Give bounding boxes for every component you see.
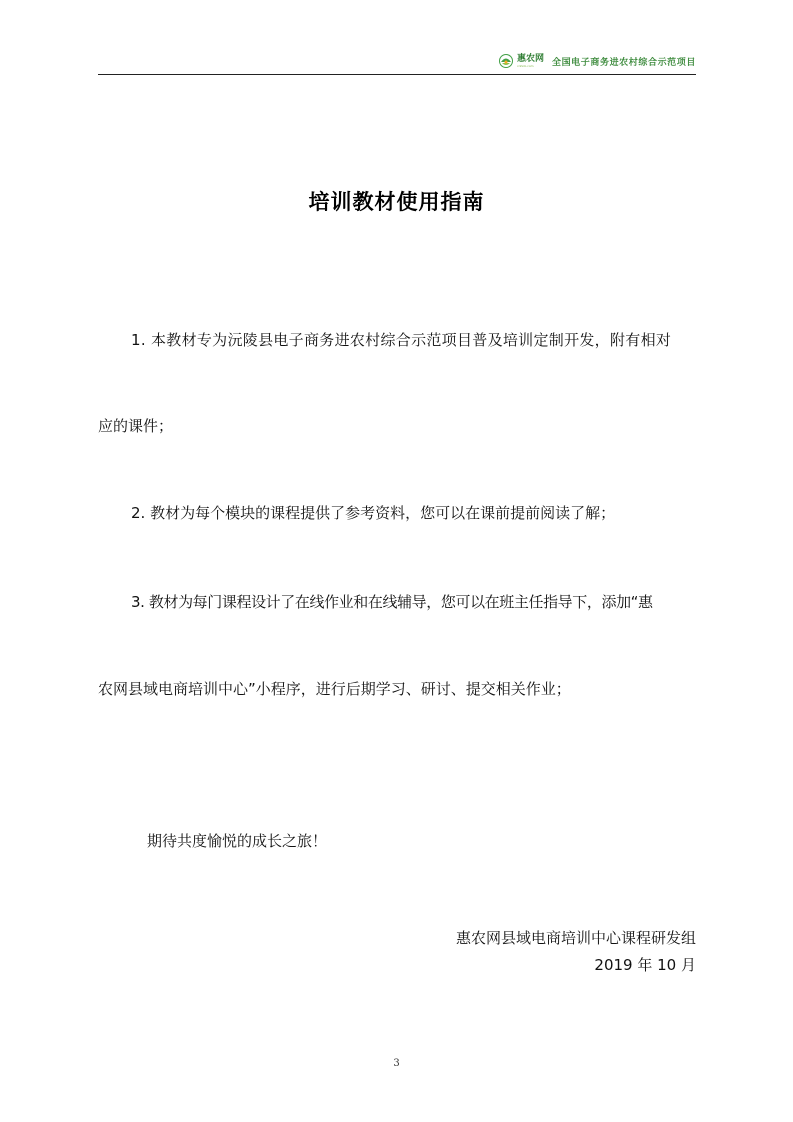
signature-date: 2019 年 10 月	[594, 956, 696, 974]
page-number: 3	[393, 1058, 400, 1069]
signature-block	[456, 925, 696, 979]
item-2-line-1: 2. 教材为每个模块的课程提供了参考资料，您可以在课前提前阅读了解；	[131, 504, 616, 522]
item-3-line-1: 3. 教材为每门课程设计了在线作业和在线辅导，您可以在班主任指导下，添加“惠	[131, 593, 653, 611]
item-1-line-2: 应的课件；	[98, 417, 174, 435]
item-3-line-2: 农网县域电商培训中心”小程序，进行后期学习、研讨、提交相关作业；	[98, 680, 571, 698]
page-header	[98, 50, 696, 74]
logo-text: 惠农网	[516, 53, 544, 64]
logo-wordmark	[517, 55, 544, 68]
item-1-line-1: 1. 本教材专为沅陵县电子商务进农村综合示范项目普及培训定制开发，附有相对	[131, 331, 672, 349]
header-brand	[499, 54, 696, 68]
signature-org: 惠农网县域电商培训中心课程研发组	[455, 929, 696, 947]
header-divider	[98, 74, 696, 75]
huinong-logo-icon	[499, 54, 513, 68]
project-title: 全国电子商务进农村综合示范项目	[551, 57, 696, 68]
page-title: 培训教材使用指南	[308, 190, 485, 214]
logo-subtext: cnhnb.com	[516, 63, 534, 68]
closing-line: 期待共度愉悦的成长之旅！	[147, 832, 328, 850]
